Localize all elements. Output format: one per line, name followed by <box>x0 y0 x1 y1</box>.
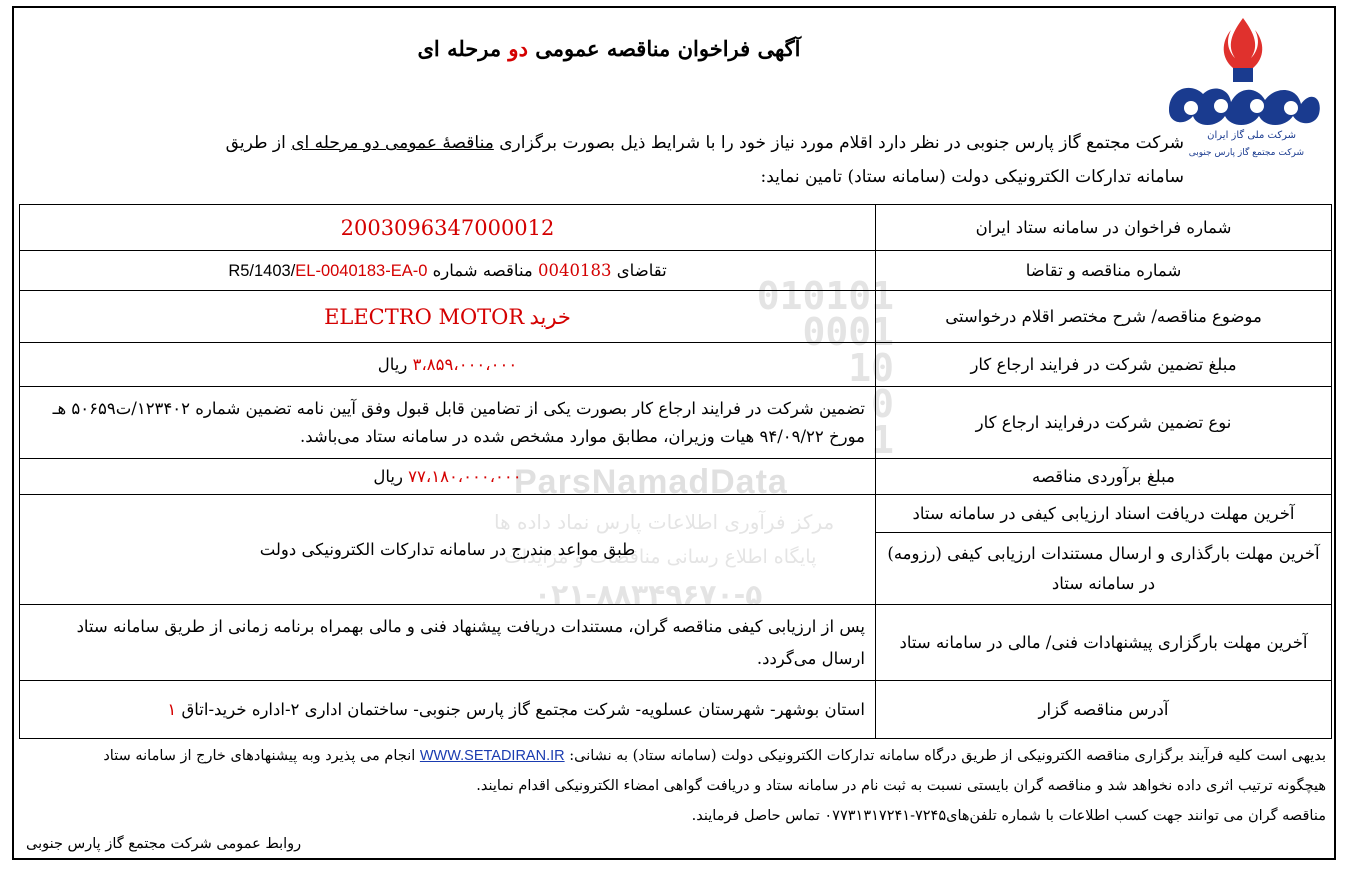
subject-en: ELECTRO MOTOR <box>324 304 525 329</box>
intro-part2: از طریق سامانه تدارکات الکترونیکی دولت (سامانه ستاد) تامین نماید: <box>225 133 1184 187</box>
row-label: آخرین مهلت بارگذاری و ارسال مستندات ارزیابی کیفی (رزومه) در سامانه ستاد <box>876 533 1332 605</box>
row-value: طبق مواعد مندرج در سامانه تدارکات الکترونیکی دولت <box>20 495 876 605</box>
title-red-word: دو <box>508 36 528 61</box>
row-label: شماره فراخوان در سامانه ستاد ایران <box>876 205 1332 251</box>
tender-call-number: 2003096347000012 <box>340 215 555 240</box>
table-row <box>20 291 1332 343</box>
page-title <box>14 36 1204 61</box>
notice-frame <box>12 6 1336 860</box>
intro-underlined: مناقصهٔ عمومی دو مرحله ای <box>291 133 494 153</box>
row-label: نوع تضمین شرکت درفرایند ارجاع کار <box>876 387 1332 459</box>
footer-notes <box>19 741 1332 831</box>
row-label: مبلغ برآوردی مناقصه <box>876 459 1332 495</box>
request-number: 0040183 <box>538 260 612 280</box>
footer-line1-b: انجام می پذیرد وبه پیشنهادهای خارج از سامانه ستاد <box>103 748 416 764</box>
tender-number-caption: مناقصه شماره <box>432 260 533 280</box>
table-row <box>20 459 1332 495</box>
table-row <box>20 387 1332 459</box>
row-value <box>20 205 876 251</box>
watermark-line1: مرکز فرآوری اطلاعات پارس نماد داده ها <box>494 510 835 534</box>
row-label: شماره مناقصه و تقاضا <box>876 251 1332 291</box>
tender-number-code: EL-0040183-EA-0 <box>295 261 428 280</box>
tender-details-table <box>19 204 1332 739</box>
row-value <box>20 459 876 495</box>
wm-digit-line: 0001 <box>802 310 894 354</box>
row-value <box>20 343 876 387</box>
row-label: آخرین مهلت بارگزاری پیشنهادات فنی/ مالی در سامانه ستاد <box>876 605 1332 681</box>
currency-unit: ریال <box>373 467 403 486</box>
footer-line1 <box>19 741 1326 771</box>
wm-digit-line: 0 <box>871 382 894 426</box>
table-row <box>20 605 1332 681</box>
row-value <box>20 251 876 291</box>
logo-org-name: شرکت ملی گاز ایران <box>1207 130 1296 141</box>
footer-line2: هیچگونه ترتیب اثری داده نخواهد شد و مناقصه گران بایستی نسبت به ثبت نام در سامانه ستاد و دریافت گواهی امضاء الکترونیکی اقدام نمایند. <box>476 778 1326 794</box>
subject-fa: خرید <box>529 304 571 329</box>
table-row <box>20 495 1332 533</box>
wm-digit-line: 010101 <box>756 274 894 318</box>
watermark-line2: پایگاه اطلاع رسانی مناقصات و مزایدات <box>504 546 817 568</box>
guarantee-amount: ۳،۸۵۹،۰۰۰،۰۰۰ <box>412 355 518 374</box>
setadiran-link[interactable]: WWW.SETADIRAN.IR <box>419 748 565 764</box>
table-row <box>20 251 1332 291</box>
nigc-logo <box>1161 12 1326 162</box>
logo-sub-name: شرکت مجتمع گاز پارس جنوبی <box>1188 148 1304 158</box>
wm-digit-line: 1 <box>871 418 894 462</box>
table-row <box>20 343 1332 387</box>
tender-number-part: R5/1403/ <box>228 261 296 280</box>
watermark-phone: ۰۲۱-۸۸۳۴۹۶۷۰-۵ <box>534 578 763 611</box>
signature: روابط عمومی شرکت مجتمع گاز پارس جنوبی <box>26 836 302 852</box>
room-number: ۱ <box>167 699 177 719</box>
intro-part1: شرکت مجتمع گاز پارس جنوبی در نظر دارد اقلام مورد نیاز خود را با شرایط ذیل بصورت برگزاری <box>499 133 1184 153</box>
row-label: مبلغ تضمین شرکت در فرایند ارجاع کار <box>876 343 1332 387</box>
currency-unit: ریال <box>377 355 408 374</box>
row-label: آخرین مهلت دریافت اسناد ارزیابی کیفی در سامانه ستاد <box>876 495 1332 533</box>
intro-paragraph <box>194 126 1184 194</box>
row-value: تضمین شرکت در فرایند ارجاع کار بصورت یکی از تضامین قابل قبول وفق آیین نامه تضمین شماره ۱۲۳۴۰۲/ت۵۰۶۵۹ هـ مورخ ۹۴/۰۹/۲۲ هیات وزیران، مطابق موارد مشخص شده در سامانه ستاد می‌باشد. <box>20 387 876 459</box>
footer-line1-a: بدیهی است کلیه فرآیند برگزاری مناقصه الکترونیکی از طریق درگاه سامانه تدارکات الکترونیکی دولت (سامانه ستاد) به نشانی: <box>569 748 1326 764</box>
title-part1: آگهی فراخوان مناقصه عمومی <box>535 36 801 61</box>
notice-header <box>14 8 1334 204</box>
address-text: استان بوشهر- شهرستان عسلویه- شرکت مجتمع گاز پارس جنوبی- ساختمان اداری ۲-اداره خرید-اتاق <box>181 699 865 719</box>
row-label: آدرس مناقصه گزار <box>876 681 1332 739</box>
estimated-amount: ۷۷،۱۸۰،۰۰۰،۰۰۰ <box>408 467 522 486</box>
tender-number <box>228 262 427 280</box>
row-label: موضوع مناقصه/ شرح مختصر اقلام درخواستی <box>876 291 1332 343</box>
watermark-brand: ParsNamadData <box>514 463 788 501</box>
request-prefix: تقاضای <box>616 260 667 280</box>
title-part2: مرحله ای <box>417 36 502 61</box>
table-row <box>20 205 1332 251</box>
wm-digit-line: 10 <box>848 346 894 390</box>
row-value <box>20 291 876 343</box>
row-value <box>20 681 876 739</box>
row-value: پس از ارزیابی کیفی مناقصه گران، مستندات دریافت پیشنهاد فنی و مالی بهمراه برنامه زمانی از طریق سامانه ستاد ارسال می‌گردد. <box>20 605 876 681</box>
footer-line3: مناقصه گران می توانند جهت کسب اطلاعات با شماره تلفن‌های۷۲۴۵-۰۷۷۳۱۳۱۷۲۴۱ تماس حاصل فرمایند. <box>691 808 1326 824</box>
table-row <box>20 681 1332 739</box>
